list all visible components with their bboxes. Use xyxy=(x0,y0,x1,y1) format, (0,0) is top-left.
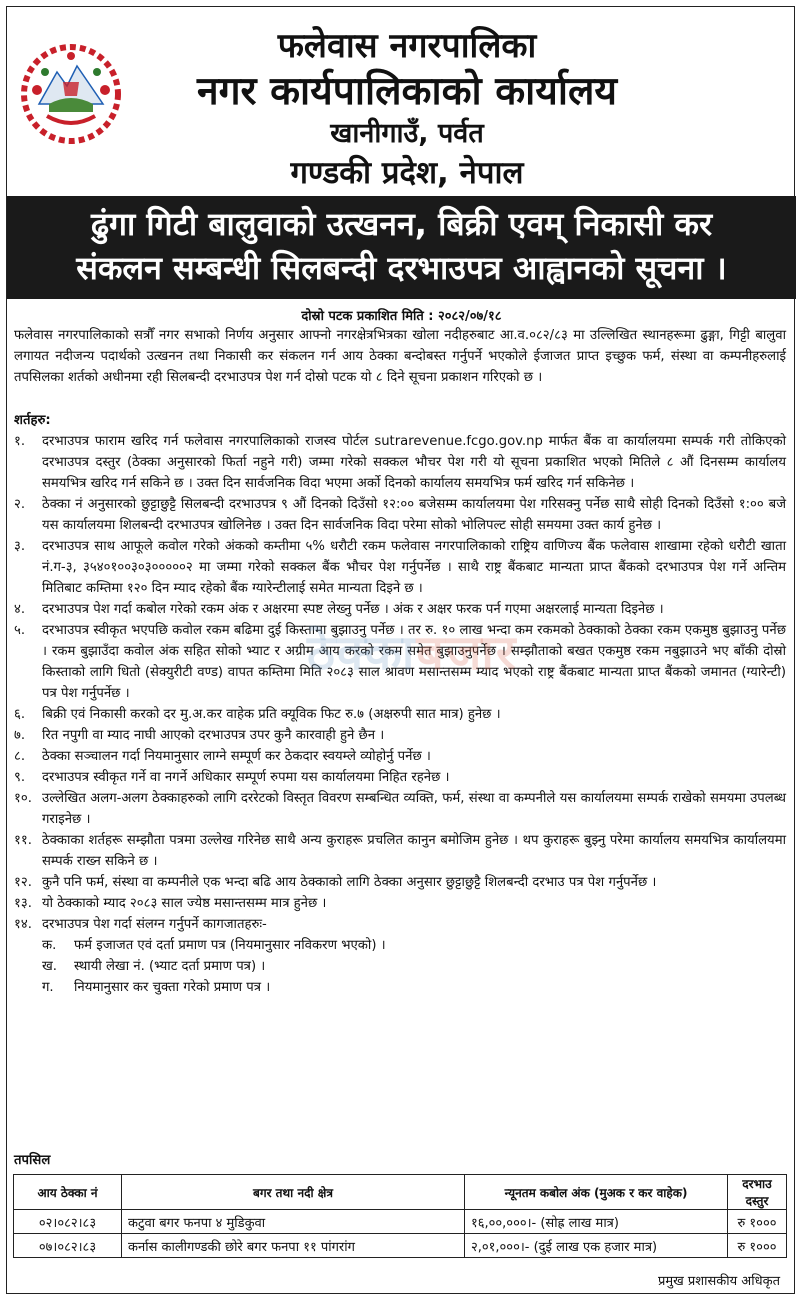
document-sub-item: ग. नियमानुसार कर चुक्ता गरेको प्रमाण पत्र । xyxy=(42,980,271,995)
col-contract-no: आय ठेक्का नं xyxy=(14,1175,122,1210)
term-item: ७. रित नपुगी वा म्याद नाघी आएको दरभाउपत्र उपर कुनै कारवाही हुने छैन । xyxy=(14,728,385,743)
term-item: १०. उल्लेखित अलग-अलग ठेक्काहरुको लागि दररेटको विस्तृत विवरण सम्बन्धित व्यक्ति, फर्म, संस्था वा कम्पनीले यस कार्यालयमा सम्पर्क राखेको समयमा उपलब्ध गराइनेछ । xyxy=(14,791,786,827)
term-item: ५. दरभाउपत्र स्वीकृत भएपछि कवोल रकम बढिमा दुई किस्तामा बुझाउनु पर्नेछ । तर रु. १० लाख भन्दा कम रकमको ठेक्काको ठेक्का रकम एकमुष्ठ बुझाउनु पर्नेछ । रकम बुझाउँदा कवोल अंक सहित सोको भ्याट र अग्रीम आय करको रकम समेत बुझाउनुपर्नेछ । सम्झौताको बखत एकमुष्ठ रकम नबुझाउने भए बाँकी दोस्रो किस्ताको लागि धितो (सेक्युरीटी वण्ड) वापत कम्तिमा मिति २०८३ साल श्रावण मसान्तसम्म म्याद भएको राष्ट्र बैंकबाट मान्यता प्राप्त बैंकको जमानत (ग्यारेन्टी) पत्र पेश गर्नुपर्नेछ । xyxy=(14,623,786,701)
notice-title-line-1: ढुंगा गिटी बालुवाको उत्खनन, बिक्री एवम् निकासी कर xyxy=(90,205,713,243)
table-row: ०७।०८२।८३ कर्नास कालीगण्डकी छोरे बगर फनपा ११ पांगरांग २,०१,०००।- (दुई लाख एक हजार मात्र) रु १००० xyxy=(14,1234,787,1258)
schedule-heading: तपसिल xyxy=(14,1153,51,1168)
municipality-name: फलेवास नगरपालिका xyxy=(277,26,537,66)
document-sub-item: ख. स्थायी लेखा नं. (भ्याट दर्ता प्रमाण पत्र) । xyxy=(42,959,266,974)
watermark: ठेक्काबजार xyxy=(307,625,518,681)
table-header-row xyxy=(14,1175,787,1210)
terms-list xyxy=(14,431,786,998)
office-location: खानीगाउँ, पर्वत xyxy=(330,118,484,149)
office-name: नगर कार्यपालिकाको कार्यालय xyxy=(196,69,618,114)
contract-table xyxy=(13,1174,787,1258)
col-min-bid: न्यूनतम कबोल अंक (मुअक र कर वाहेक) xyxy=(465,1175,728,1210)
publication-date: दोस्रो पटक प्रकाशित मिति : २०८२/०७/१८ xyxy=(301,309,502,324)
term-item: ६. बिक्री एवं निकासी करको दर मु.अ.कर वाहेक प्रति क्यूविक फिट रु.७ (अक्षरुपी सात मात्र) हुनेछ । xyxy=(14,707,501,722)
notice-frame xyxy=(6,6,795,1294)
term-item: ८. ठेक्का सञ्चालन गर्दा नियमानुसार लाग्ने सम्पूर्ण कर ठेकदार स्वयम्ले व्योहोर्नु पर्नेछ । xyxy=(14,749,431,764)
term-item: १. दरभाउपत्र फाराम खरिद गर्न फलेवास नगरपालिकाको राजस्व पोर्टल sutrarevenue.fcgo.gov.np मार्फत बैंक वा कार्यालयमा सम्पर्क गरी तोकिएको दरभाउपत्र दस्तुर (ठेक्का अनुसारको फिर्ता नहुने गरी) जम्मा गरेको सक्कल भौचर पेश गरी यो सूचना प्रकाशित भएको मितिले ८ औं दिनसम्म कार्यालय समयभित्र खरिद गर्न सकिने छ । उक्त दिन सार्वजनिक विदा भएमा अर्को दिनको कार्यालय समयभित्र फर्म खरिद गर्न सकिनेछ । xyxy=(14,434,786,491)
term-item: १३. यो ठेक्काको म्याद २०८३ साल ज्येष्ठ मसान्तसम्म मात्र हुनेछ । xyxy=(14,896,327,911)
term-item: ३. दरभाउपत्र साथ आफूले कवोल गरेको अंकको कम्तीमा ५% धरौटी रकम फलेवास नगरपालिकाको राष्ट्रिय वाणिज्य बैंक फलेवास शाखामा रहेको धरौटी खाता नं.ग-३, ३५४०१००३०३०००००२ मा जम्मा गरेको सक्कल बैंक भौचर पेश गर्नुपर्नेछ । साथै राष्ट्र बैंकबाट मान्यता प्राप्त बैंकको दरभाउपत्र पेश गर्ने अन्तिम मितिबाट कम्तिमा १२० दिन म्याद रहेको बैंक ग्यारेन्टीलाई समेत मान्यता दिइने छ । xyxy=(14,539,786,596)
signatory-title: प्रमुख प्रशासकीय अधिकृत xyxy=(657,1274,780,1289)
term-item: १२. कुनै पनि फर्म, संस्था वा कम्पनीले एक भन्दा बढि आय ठेक्काको लागि ठेक्का अनुसार छुट्टाछुट्टै शिलबन्दी दरभाउ पत्र पेश गर्नुपर्नेछ । xyxy=(14,875,657,890)
term-item: ९. दरभाउपत्र स्वीकृत गर्ने वा नगर्ने अधिकार सम्पूर्ण रुपमा यस कार्यालयमा निहित रहनेछ । xyxy=(14,770,450,785)
intro-paragraph: फलेवास नगरपालिकाको सत्रौँ नगर सभाको निर्णय अनुसार आफ्नो नगरक्षेत्रभित्रका खोला नदीहरुबाट आ.व.०८२/८३ मा उल्लिखित स्थानहरूमा ढुङ्गा, गिट्टी बालुवा लगायत नदीजन्य पदार्थको उत्खनन तथा निकासी कर संकलन गर्न आय ठेक्का बन्दोबस्त गर्नुपर्ने भएकोले ईजाजत प्राप्त इच्छुक फर्म, संस्था वा कम्पनीहरुलाई तपसिलका शर्तको अधीनमा रही सिलबन्दी दरभाउपत्र पेश गर्न दोस्रो पटक यो ८ दिने सूचना प्रकाशन गरिएको छ । xyxy=(14,328,786,385)
term-item: २. ठेक्का नं अनुसारको छुट्टाछुट्टै सिलबन्दी दरभाउपत्र ९ औं दिनको दिउँसो १२:०० बजेसम्म कार्यालयमा पेश गरिसक्नु पर्नेछ साथै सोही दिनको दिउँसो १:०० बजे यस कार्यालयमा शिलबन्दी दरभाउपत्र खोलिनेछ । उक्त दिन सार्वजनिक विदा परेमा सोको भोलिपल्ट सोही समयमा उक्त कार्य हुनेछ । xyxy=(14,497,786,533)
province-country: गण्डकी प्रदेश, नेपाल xyxy=(290,155,524,191)
document-sub-item: क. फर्म इजाजत एवं दर्ता प्रमाण पत्र (नियमानुसार नविकरण भएको) । xyxy=(42,938,386,953)
term-item: १४. दरभाउपत्र पेश गर्दा संलग्न गर्नुपर्ने कागजातहरुः- xyxy=(14,917,267,932)
government-emblem-icon xyxy=(19,42,123,146)
term-item: ११. ठेक्काका शर्तहरू सम्झौता पत्रमा उल्लेख गरिनेछ साथै अन्य कुराहरू प्रचलित कानुन बमोजिम हुनेछ । थप कुराहरू बुझ्नु परेमा कार्यालय समयभित्र कार्यालयमा सम्पर्क राख्न सकिने छ । xyxy=(14,833,786,869)
terms-heading: शर्तहरु: xyxy=(14,413,51,428)
term-item: ४. दरभाउपत्र पेश गर्दा कबोल गरेको रकम अंक र अक्षरमा स्पष्ट लेख्नु पर्नेछ । अंक र अक्षर फरक पर्न गएमा अक्षरलाई मान्यता दिइनेछ । xyxy=(14,602,664,617)
notice-title-banner xyxy=(7,196,796,299)
header xyxy=(7,7,796,195)
col-fee: दरभाउ दस्तुर xyxy=(728,1175,787,1210)
table-row: ०२।०८२।८३ कटुवा बगर फनपा ४ मुडिकुवा १६,००,०००।- (सोह्र लाख मात्र) रु १००० xyxy=(14,1210,787,1234)
notice-title-line-2: संकलन सम्बन्धी सिलबन्दी दरभाउपत्र आह्वानको सूचना । xyxy=(76,249,727,287)
col-area: बगर तथा नदी क्षेत्र xyxy=(122,1175,465,1210)
